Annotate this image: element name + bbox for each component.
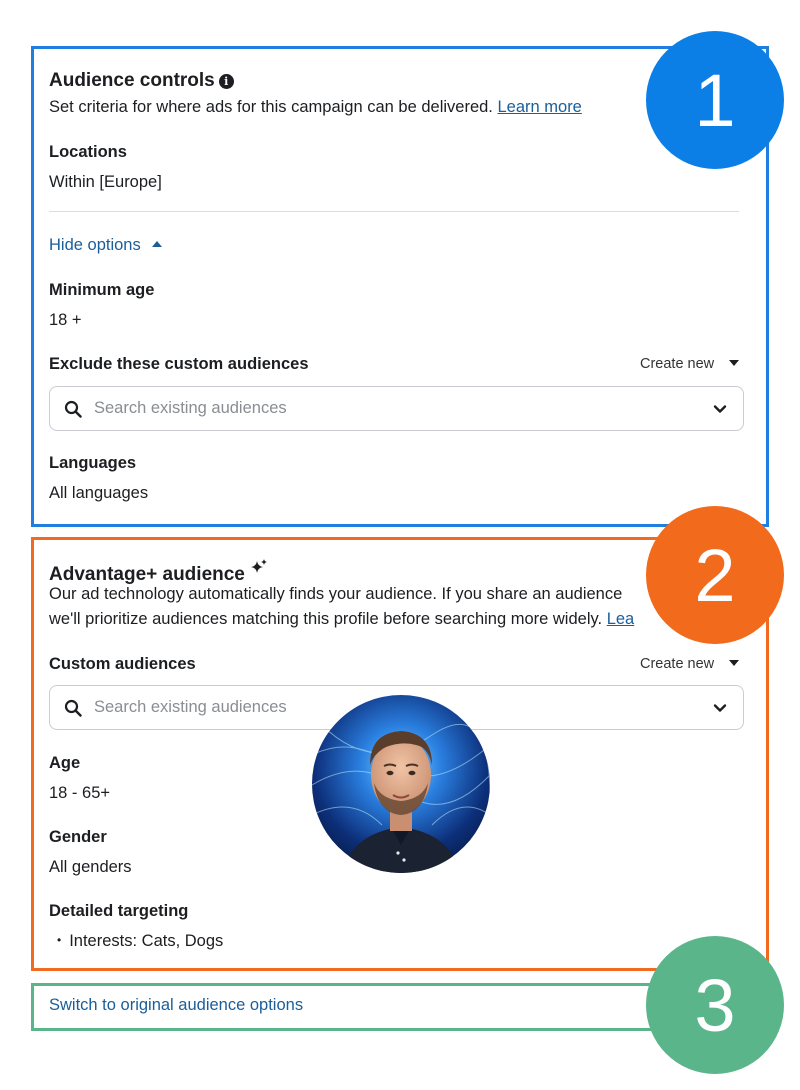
search-icon <box>64 400 82 418</box>
learn-more-link[interactable]: Learn more <box>497 98 582 116</box>
step-badge-2: 2 <box>646 506 784 644</box>
create-new-dropdown-1[interactable] <box>640 356 740 372</box>
detailed-targeting-item-text: Interests: Cats, Dogs <box>69 932 224 950</box>
divider <box>49 211 739 212</box>
custom-audiences-label: Custom audiences <box>49 655 196 673</box>
hide-options-toggle[interactable] <box>49 236 163 255</box>
switch-original-options-link[interactable]: Switch to original audience options <box>49 996 304 1014</box>
exclude-audiences-label: Exclude these custom audiences <box>49 355 309 373</box>
advantage-description-line2 <box>49 610 634 629</box>
audience-controls-description <box>49 98 582 117</box>
exclude-audiences-search[interactable] <box>49 386 744 431</box>
locations-value: Within [Europe] <box>49 173 162 191</box>
audience-controls-title-text: Audience controls <box>49 70 215 91</box>
languages-label: Languages <box>49 454 137 472</box>
create-new-label-2: Create new <box>640 656 715 672</box>
exclude-audiences-input[interactable] <box>92 398 713 419</box>
presenter-avatar <box>312 695 490 873</box>
advantage-audience-title-text: Advantage+ audience <box>49 564 245 585</box>
caret-down-icon <box>728 359 740 367</box>
age-value: 18 - 65+ <box>49 784 111 802</box>
chevron-down-icon[interactable] <box>713 701 727 715</box>
detailed-targeting-label: Detailed targeting <box>49 902 189 920</box>
learn-more-link-2[interactable]: Lea <box>606 610 635 628</box>
step-badge-3: 3 <box>646 936 784 1074</box>
info-icon[interactable]: i <box>219 74 234 89</box>
hide-options-label: Hide options <box>49 236 141 254</box>
detailed-targeting-item <box>57 932 223 951</box>
gender-value: All genders <box>49 858 132 876</box>
bullet-icon: • <box>57 933 62 947</box>
create-new-label: Create new <box>640 356 715 372</box>
step-badge-1: 1 <box>646 31 784 169</box>
chevron-down-icon[interactable] <box>713 402 727 416</box>
caret-down-icon <box>728 659 740 667</box>
audience-controls-title <box>49 70 234 92</box>
sparkle-icon <box>250 558 268 576</box>
avatar-image <box>312 695 490 873</box>
locations-label: Locations <box>49 143 127 161</box>
audience-controls-description-text: Set criteria for where ads for this campaign can be delivered. <box>49 98 493 116</box>
minimum-age-value: 18 + <box>49 311 82 329</box>
minimum-age-label: Minimum age <box>49 281 155 299</box>
caret-up-icon <box>151 240 163 248</box>
age-label: Age <box>49 754 81 772</box>
languages-value: All languages <box>49 484 149 502</box>
gender-label: Gender <box>49 828 107 846</box>
create-new-dropdown-2[interactable] <box>640 656 740 672</box>
advantage-description-line1: Our ad technology automatically finds your audience. If you share an audience <box>49 585 623 603</box>
search-icon <box>64 699 82 717</box>
advantage-audience-title <box>49 558 268 586</box>
advantage-description-line2-text: we'll prioritize audiences matching this profile before searching more widely. <box>49 610 603 628</box>
